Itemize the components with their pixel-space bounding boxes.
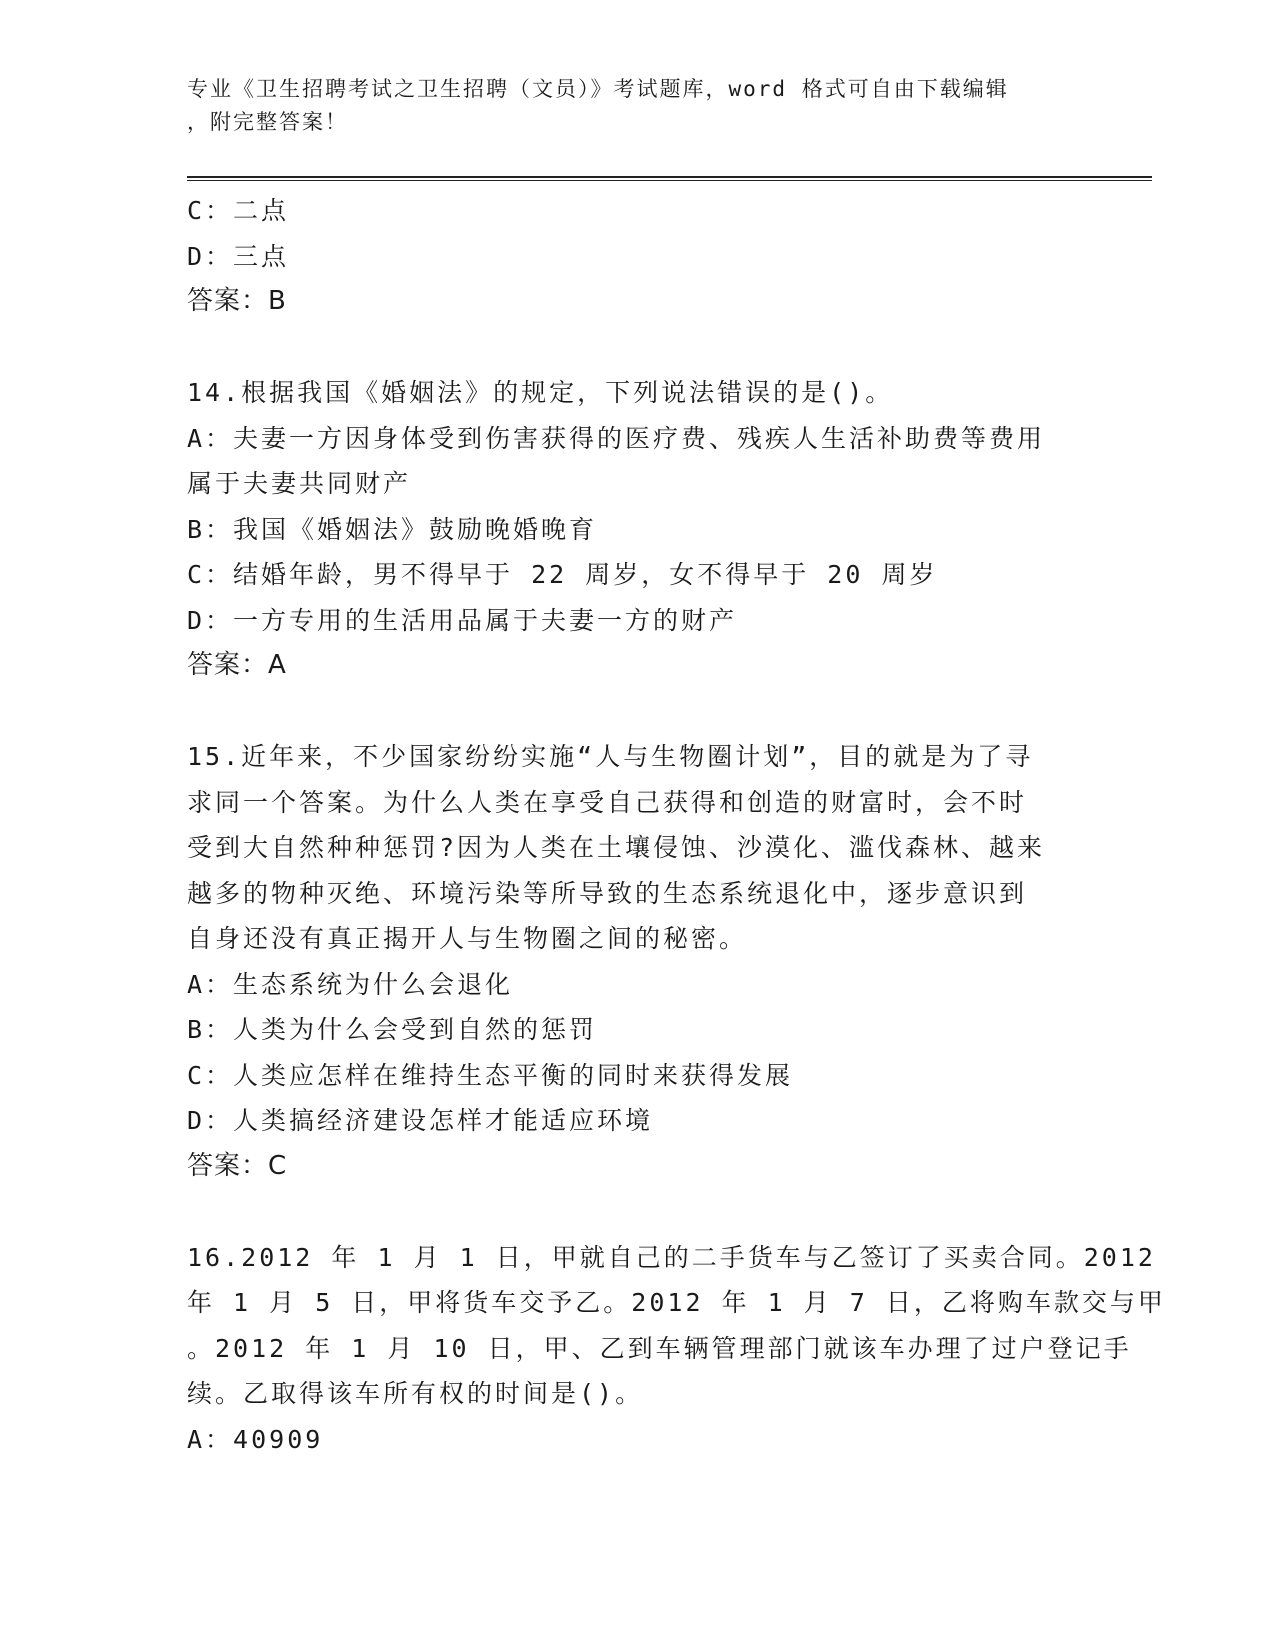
- option-c: C：人类应怎样在维持生态平衡的同时来获得发展: [187, 1060, 794, 1090]
- header-title-line-2: ，附完整答案！: [187, 110, 348, 134]
- page-header: [187, 73, 1087, 139]
- spacer: [187, 1189, 1087, 1235]
- header-divider: [187, 176, 1152, 181]
- option-b: B：人类为什么会受到自然的惩罚: [187, 1015, 598, 1044]
- question-stem: 14.根据我国《婚姻法》的规定，下列说法错误的是()。: [187, 378, 894, 407]
- option-a: A：夫妻一方因身体受到伤害获得的医疗费、残疾人生活补助费等费用: [187, 423, 1046, 453]
- option-c: C：二点: [187, 196, 290, 225]
- option-d: D：一方专用的生活用品属于夫妻一方的财产: [187, 605, 738, 635]
- question-stem-continued: 自身还没有真正揭开人与生物圈之间的秘密。: [187, 924, 748, 953]
- question-stem-continued: 受到大自然种种惩罚?因为人类在土壤侵蚀、沙漠化、滥伐森林、越来: [187, 833, 1046, 862]
- question-stem-continued: 。2012 年 1 月 10 日，甲、乙到车辆管理部门就该车办理了过户登记手: [187, 1333, 1132, 1363]
- option-d: D：三点: [187, 241, 290, 271]
- option-c: C：结婚年龄，男不得早于 22 周岁，女不得早于 20 周岁: [187, 560, 938, 589]
- question-stem-continued: 越多的物种灭绝、环境污染等所导致的生态系统退化中，逐步意识到: [187, 878, 1028, 908]
- answer-line: 答案：B: [187, 286, 287, 316]
- question-14: [187, 370, 1087, 689]
- answer-line: 答案：C: [187, 1150, 288, 1181]
- header-title-line-1: 专业《卫生招聘考试之卫生招聘（文员）》考试题库，word 格式可自由下载编辑: [187, 77, 1009, 101]
- option-a-continued: 属于夫妻共同财产: [187, 469, 412, 498]
- answer-line: 答案：A: [187, 650, 287, 680]
- spacer: [187, 325, 1087, 371]
- question-stem-continued: 求同一个答案。为什么人类在享受自己获得和创造的财富时，会不时: [187, 787, 1028, 817]
- question-stem: 16.2012 年 1 月 1 日，甲就自己的二手货车与乙签订了买卖合同。2012: [187, 1242, 1156, 1272]
- question-stem: 15.近年来，不少国家纷纷实施“人与生物圈计划”，目的就是为了寻: [187, 742, 1034, 771]
- question-13: [187, 188, 1087, 325]
- question-stem-continued: 续。乙取得该车所有权的时间是()。: [187, 1379, 644, 1408]
- spacer: [187, 689, 1087, 735]
- question-stem-continued: 年 1 月 5 日，甲将货车交予乙。2012 年 1 月 7 日，乙将购车款交与甲: [187, 1288, 1166, 1317]
- option-b: B：我国《婚姻法》鼓励晚婚晚育: [187, 514, 598, 544]
- question-list: [187, 188, 1166, 1462]
- question-16: [187, 1235, 1166, 1463]
- option-a: A：40909: [187, 1424, 324, 1454]
- option-a: A：生态系统为什么会退化: [187, 969, 514, 999]
- question-15: [187, 734, 1087, 1189]
- option-d: D：人类搞经济建设怎样才能适应环境: [187, 1106, 654, 1135]
